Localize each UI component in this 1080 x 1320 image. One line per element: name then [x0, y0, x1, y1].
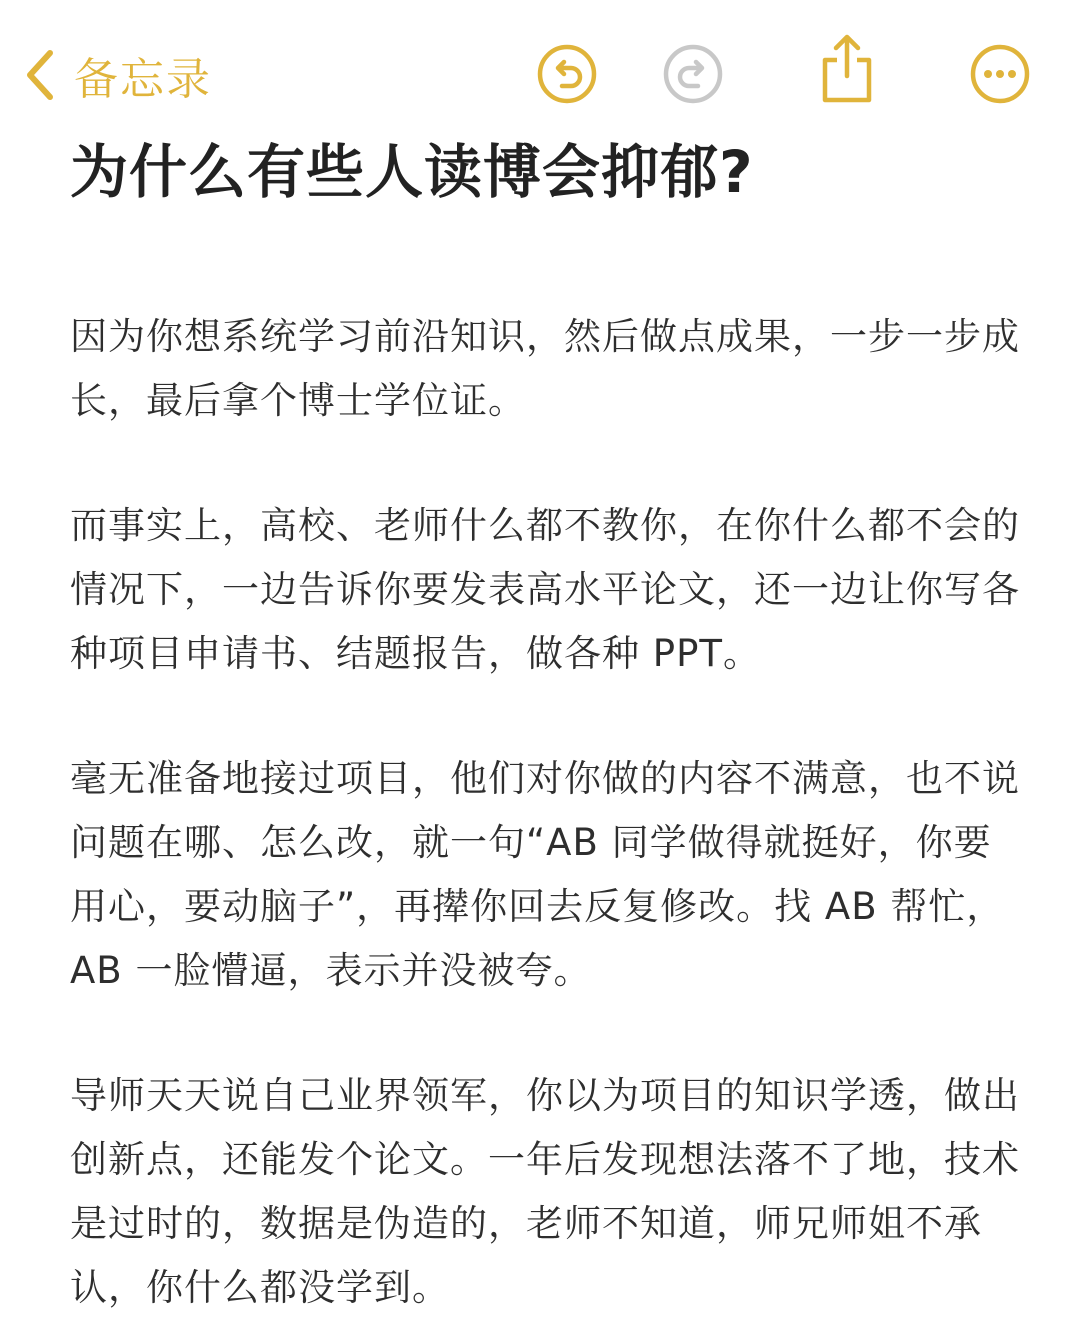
share-icon [815, 32, 879, 104]
redo-icon [661, 42, 725, 106]
note-title: 为什么有些人读博会抑郁? [70, 138, 754, 206]
redo-button[interactable] [661, 42, 725, 106]
chevron-left-icon [22, 47, 56, 103]
share-button[interactable] [815, 36, 879, 100]
more-icon [968, 42, 1032, 106]
more-button[interactable] [968, 42, 1032, 106]
note-paragraph: 而事实上，高校、老师什么都不教你，在你什么都不会的情况下，一边告诉你要发表高水平论文，还一边让你写各种项目申请书、结题报告，做各种 PPT。 [70, 504, 1020, 675]
undo-button[interactable] [535, 42, 599, 106]
note-paragraph: 因为你想系统学习前沿知识，然后做点成果，一步一步成长，最后拿个博士学位证。 [70, 315, 1020, 422]
note-paragraph: 毫无准备地接过项目，他们对你做的内容不满意，也不说问题在哪、怎么改，就一句“AB 同学做得就挺好，你要用心，要动脑子”，再撵你回去反复修改。找 AB 帮忙，AB 一脸懵逼，表示并没被夸。 [70, 757, 1020, 992]
note-body[interactable] [70, 130, 1020, 1320]
navigation-bar [0, 0, 1080, 130]
back-button[interactable] [22, 40, 212, 110]
note-paragraph: 导师天天说自己业界领军，你以为项目的知识学透，做出创新点，还能发个论文。一年后发现想法落不了地，技术是过时的，数据是伪造的，老师不知道，师兄师姐不承认，你什么都没学到。 [70, 1074, 1020, 1309]
undo-icon [535, 42, 599, 106]
back-label: 备忘录 [74, 54, 212, 105]
